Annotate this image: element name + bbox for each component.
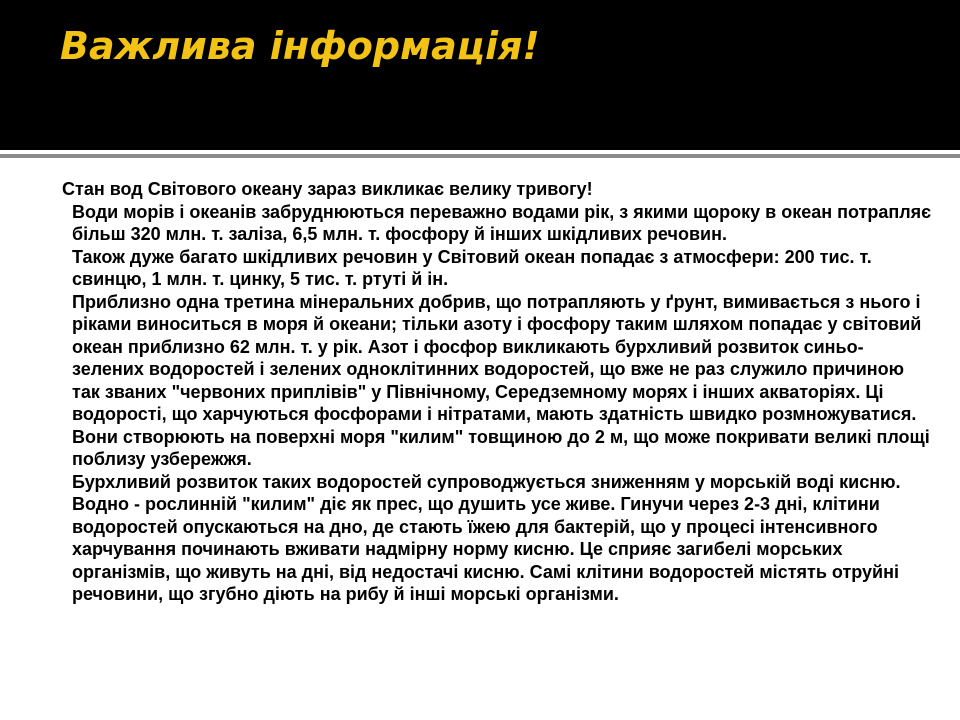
lead-sentence: Стан вод Світового океану зараз викликає велику тривогу!	[62, 179, 593, 199]
paragraph-rivers: Води морів і океанів забруднюються переважно водами рік, з якими щороку в океан потрапляє більш 320 млн. т. заліза, 6,5 млн. т. фосфору й інших шкідливих речовин.	[72, 201, 932, 244]
slide-header	[0, 0, 960, 150]
paragraph-algae: Бурхливий розвиток таких водоростей супроводжується зниженням у морській воді кисню. Водно - рослинній "килим" діє як прес, що душить усе живе. Гинучи через 2-3 дні, клітини водоростей опускаються на дно, де стають їжею для бактерій, що у процесі інтенсивного харчування починають вживати надмірну норму кисню. Це сприяє загибелі морських організмів, що живуть на дні, від недостачі кисню. Самі клітини водоростей містять отруйні речовини, що згубно діють на рибу й інші морські організми.	[72, 471, 901, 604]
slide-title: Важлива інформація!	[60, 24, 540, 68]
text-content	[62, 178, 932, 606]
paragraph-atmosphere: Також дуже багато шкідливих речовин у Світовий океан попадає з атмосфери: 200 тис. т. свинцю, 1 млн. т. цинку, 5 тис. т. ртуті й ін.	[72, 246, 872, 289]
slide-body	[0, 158, 960, 720]
paragraph-fertilizers: Приблизно одна третина мінеральних добрив, що потрапляють у ґрунт, вимивається з нього і ріками виноситься в моря й океани; тільки азоту і фосфору таким шляхом попадає у світовий океан приблизно 62 млн. т. у рік. Азот і фосфор викликають бурхливий розвиток синьо-зелених водоростей і зелених одноклітинних водоростей, що вже не раз служило причиною так званих "червоних приплівів" у Північному, Середземному морях і інших акваторіях. Ці водорості, що харчуються фосфорами і нітратами, мають здатність швидко розмножуватися. Вони створюють на поверхні моря "килим" товщиною до 2 м, що може покривати великі площі поблизу узбережжя.	[72, 291, 930, 469]
